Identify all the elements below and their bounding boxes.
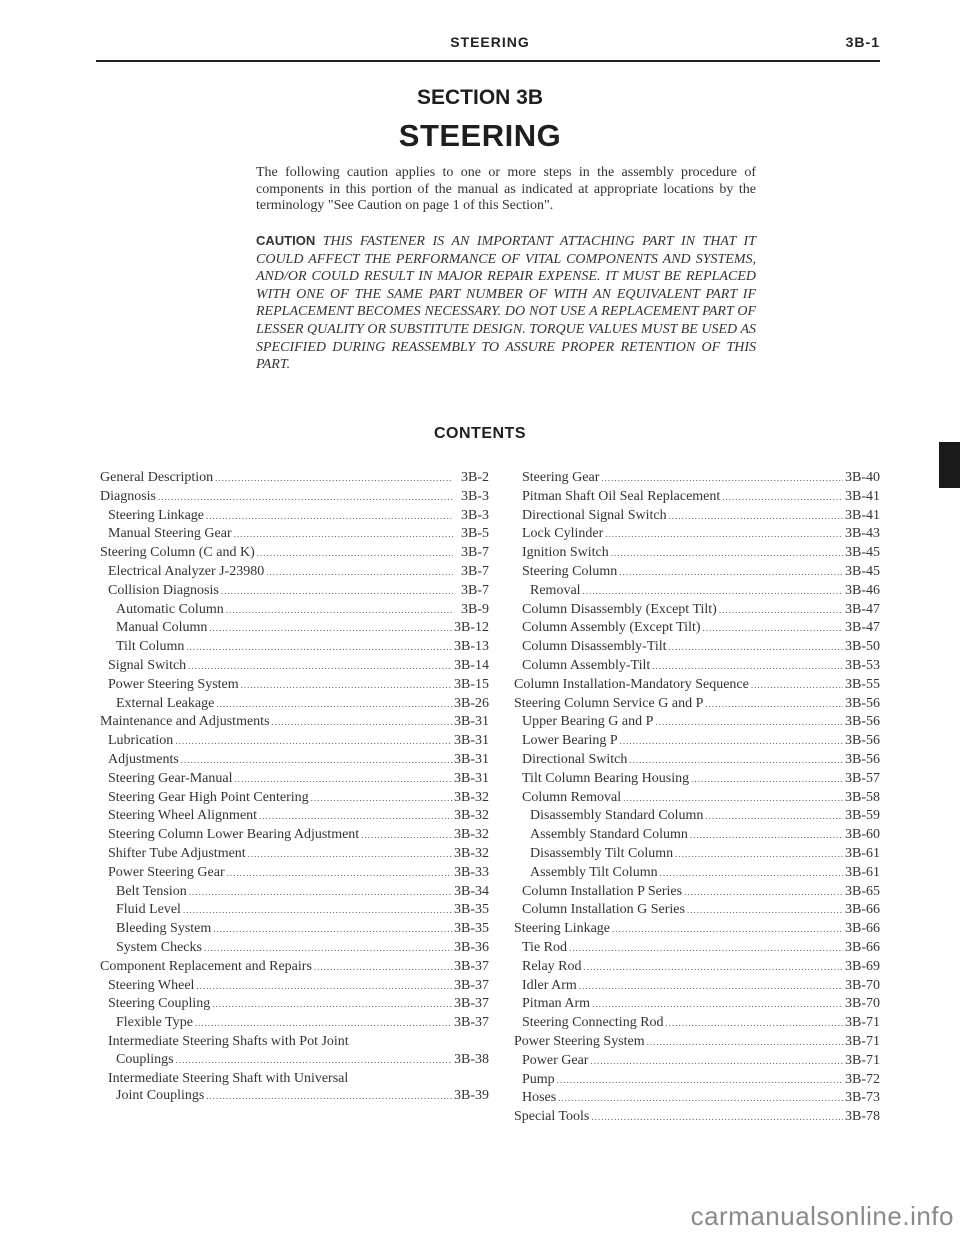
toc-entry-page: 3B-7 — [461, 582, 489, 598]
toc-entry-label: Power Steering Gear — [108, 864, 225, 880]
toc-leader-dots — [751, 677, 843, 695]
toc-entry — [100, 582, 489, 601]
toc-entry-label: External Leakage — [116, 695, 215, 711]
toc-entry — [514, 601, 880, 620]
toc-entry — [514, 864, 880, 883]
toc-entry-page: 3B-40 — [845, 470, 880, 485]
toc-leader-dots — [195, 1015, 452, 1033]
toc-entry — [100, 713, 489, 732]
toc-entry-page: 3B-7 — [461, 563, 489, 579]
toc-entry — [100, 488, 489, 507]
toc-entry-label: Steering Coupling — [108, 996, 211, 1012]
toc-entry-page: 3B-32 — [454, 827, 489, 843]
toc-entry — [100, 563, 489, 582]
toc-entry-label: Collision Diagnosis — [108, 582, 219, 598]
toc-entry — [514, 563, 880, 582]
toc-entry-label: Lock Cylinder — [522, 526, 604, 542]
toc-entry-page: 3B-12 — [454, 620, 489, 636]
toc-entry-page: 3B-37 — [454, 1015, 489, 1031]
contents-heading: CONTENTS — [434, 425, 526, 442]
watermark-url: carmanualsonline.info — [690, 1201, 954, 1231]
toc-leader-dots — [176, 1052, 452, 1070]
intro-paragraph: The following caution applies to one or more steps in the assembly procedure of components in this portion of the manual as indicated at appropriate locations by the terminology "See Caution on page 1 of this Section". — [256, 165, 756, 213]
toc-leader-dots — [705, 808, 843, 826]
toc-leader-dots — [257, 545, 453, 563]
toc-entry-label-line: Intermediate Steering Shafts with Pot Joint — [108, 1033, 349, 1049]
toc-entry-page: 3B-56 — [845, 695, 880, 711]
toc-entry — [514, 507, 880, 526]
toc-leader-dots — [647, 1034, 843, 1052]
toc-leader-dots — [629, 752, 843, 770]
toc-entry-label: Shifter Tube Adjustment — [108, 845, 246, 861]
toc-entry-label: Assembly Tilt Column — [530, 864, 658, 880]
toc-leader-dots — [592, 996, 843, 1014]
toc-leader-dots — [186, 639, 452, 657]
toc-entry-page: 3B-3 — [461, 507, 489, 523]
toc-entry-page: 3B-46 — [845, 582, 880, 598]
toc-entry-page: 3B-33 — [454, 864, 489, 880]
toc-entry — [514, 695, 880, 714]
toc-entry-page: 3B-56 — [845, 714, 880, 730]
toc-entry-page: 3B-78 — [845, 1109, 880, 1125]
toc-leader-dots — [204, 940, 452, 958]
toc-entry-label: Idler Arm — [522, 977, 577, 993]
toc-entry-label: Joint Couplings — [116, 1088, 205, 1104]
toc-entry-page: 3B-53 — [845, 657, 880, 673]
toc-entry — [514, 958, 880, 977]
toc-leader-dots — [216, 696, 452, 714]
toc-leader-dots — [557, 1072, 843, 1090]
toc-leader-dots — [183, 902, 452, 920]
toc-entry-page: 3B-5 — [461, 526, 489, 542]
toc-leader-dots — [655, 714, 843, 732]
toc-entry-label: Power Steering System — [514, 1033, 645, 1049]
toc-entry — [100, 826, 489, 845]
toc-entry-label: Power Gear — [522, 1052, 589, 1068]
caution-text: THIS FASTENER IS AN IMPORTANT ATTACHING PART IN THAT IT COULD AFFECT THE PERFORMANCE OF VITAL COMPONENTS AND SYSTEMS, AND/OR COULD RESULT IN MAJOR REPAIR EXPENSE. IT MUST BE REPLACED WITH ONE OF THE SAME PART NUMBER OF WITH AN EQUIVALENT PART IF REPLACEMENT BECOMES NECESSARY. DO NOT USE A REPLACEMENT PART OF LESSER QUALITY OR SUBSTITUTE DESIGN. TORQUE VALUES MUST BE USED AS SPECIFIED DURING REASSEMBLY TO ASSURE PROPER RETENTION OF THIS PART. — [256, 234, 756, 373]
toc-entry-label: Steering Wheel — [108, 977, 195, 993]
toc-leader-dots — [209, 620, 452, 638]
toc-leader-dots — [652, 658, 843, 676]
toc-entry — [514, 826, 880, 845]
toc-leader-dots — [619, 564, 843, 582]
toc-leader-dots — [675, 846, 843, 864]
toc-entry-page: 3B-32 — [454, 845, 489, 861]
toc-leader-dots — [684, 884, 843, 902]
toc-leader-dots — [158, 489, 453, 507]
toc-leader-dots — [206, 508, 453, 526]
toc-entry — [100, 977, 489, 996]
toc-entry-label: Steering Linkage — [108, 507, 205, 523]
toc-entry — [100, 507, 489, 526]
toc-leader-dots — [213, 921, 452, 939]
toc-entry-label: Lubrication — [108, 733, 174, 749]
toc-entry-label: Tilt Column Bearing Housing — [522, 770, 690, 786]
toc-entry — [100, 732, 489, 751]
toc-entry-label: Column Disassembly-Tilt — [522, 639, 667, 655]
toc-entry-label: Lower Bearing P — [522, 733, 618, 749]
toc-entry-page: 3B-57 — [845, 770, 880, 786]
toc-leader-dots — [175, 733, 452, 751]
toc-entry-page: 3B-70 — [845, 977, 880, 993]
toc-leader-dots — [579, 978, 843, 996]
toc-entry-label: Electrical Analyzer J-23980 — [108, 563, 265, 579]
header-rule — [96, 60, 880, 62]
toc-leader-dots — [705, 696, 843, 714]
toc-entry — [100, 638, 489, 657]
toc-entry — [100, 469, 489, 488]
toc-entry — [100, 995, 489, 1014]
toc-leader-dots — [248, 846, 452, 864]
toc-entry-label: Steering Column — [522, 563, 618, 579]
toc-leader-dots — [687, 902, 843, 920]
toc-entry-page: 3B-35 — [454, 902, 489, 918]
toc-entry-label-line: Intermediate Steering Shaft with Universal — [108, 1070, 349, 1086]
toc-entry-page: 3B-69 — [845, 958, 880, 974]
toc-entry-page: 3B-26 — [454, 695, 489, 711]
toc-entry — [100, 901, 489, 920]
toc-entry-label: Directional Signal Switch — [522, 507, 667, 523]
toc-entry — [100, 695, 489, 714]
toc-leader-dots — [703, 620, 843, 638]
toc-left-column — [100, 469, 489, 1106]
toc-entry-label: Column Installation P Series — [522, 883, 683, 899]
toc-entry — [514, 751, 880, 770]
toc-leader-dots — [266, 564, 453, 582]
toc-entry-label: Pitman Arm — [522, 996, 591, 1012]
toc-leader-dots — [196, 978, 452, 996]
toc-entry-page: 3B-60 — [845, 827, 880, 843]
toc-entry — [514, 488, 880, 507]
toc-entry — [100, 601, 489, 620]
toc-entry-page: 3B-14 — [454, 657, 489, 673]
toc-entry — [100, 864, 489, 883]
caution-paragraph — [256, 232, 756, 374]
toc-entry-label: Relay Rod — [522, 958, 582, 974]
toc-entry-page: 3B-66 — [845, 902, 880, 918]
toc-entry-page: 3B-13 — [454, 639, 489, 655]
toc-leader-dots — [569, 940, 843, 958]
toc-entry-page: 3B-73 — [845, 1090, 880, 1106]
toc-entry — [514, 713, 880, 732]
toc-entry — [100, 751, 489, 770]
toc-leader-dots — [311, 790, 452, 808]
toc-leader-dots — [590, 1053, 843, 1071]
toc-leader-dots — [259, 808, 452, 826]
toc-entry-label: Tie Rod — [522, 939, 568, 955]
toc-entry-page: 3B-7 — [461, 545, 489, 561]
toc-entry-label: Belt Tension — [116, 883, 187, 899]
toc-leader-dots — [215, 470, 453, 488]
toc-entry-page: 3B-9 — [461, 601, 489, 617]
toc-leader-dots — [206, 1088, 452, 1106]
toc-leader-dots — [212, 996, 452, 1014]
toc-entry — [100, 939, 489, 958]
toc-entry-page: 3B-35 — [454, 921, 489, 937]
toc-leader-dots — [361, 827, 452, 845]
toc-leader-dots — [227, 865, 452, 883]
toc-entry-page: 3B-71 — [845, 1015, 880, 1031]
toc-entry — [514, 770, 880, 789]
toc-entry-page: 3B-32 — [454, 808, 489, 824]
toc-entry — [514, 939, 880, 958]
toc-leader-dots — [241, 677, 452, 695]
toc-leader-dots — [583, 583, 843, 601]
toc-leader-dots — [722, 489, 843, 507]
toc-leader-dots — [612, 921, 843, 939]
toc-entry — [514, 883, 880, 902]
toc-entry-label: Tilt Column — [116, 639, 185, 655]
toc-entry — [514, 920, 880, 939]
toc-entry-label: Signal Switch — [108, 657, 187, 673]
toc-leader-dots — [558, 1090, 843, 1108]
toc-entry — [514, 1052, 880, 1071]
toc-entry-label: Column Disassembly (Except Tilt) — [522, 601, 717, 617]
toc-entry-page: 3B-41 — [845, 488, 880, 504]
toc-entry-label: Couplings — [116, 1051, 174, 1067]
toc-right-column — [514, 469, 880, 1127]
toc-entry — [514, 638, 880, 657]
toc-entry-label: Diagnosis — [100, 488, 156, 504]
toc-leader-dots — [719, 602, 843, 620]
toc-leader-dots — [226, 602, 453, 620]
toc-entry-page: 3B-31 — [454, 751, 489, 767]
toc-entry-page: 3B-3 — [461, 488, 489, 504]
toc-entry-page: 3B-45 — [845, 563, 880, 579]
toc-entry-label: Steering Column (C and K) — [100, 545, 255, 561]
toc-entry-page: 3B-34 — [454, 883, 489, 899]
page-header — [100, 30, 880, 60]
toc-entry — [100, 958, 489, 977]
section-title: STEERING — [398, 118, 562, 153]
toc-entry-page: 3B-39 — [454, 1088, 489, 1104]
toc-entry-page: 3B-66 — [845, 939, 880, 955]
toc-entry-label: Pump — [522, 1071, 555, 1087]
toc-entry-page: 3B-71 — [845, 1033, 880, 1049]
toc-entry — [514, 977, 880, 996]
section-label: SECTION 3B — [416, 86, 544, 109]
toc-entry — [100, 1051, 489, 1070]
toc-entry-page: 3B-47 — [845, 601, 880, 617]
toc-entry — [514, 1089, 880, 1108]
toc-entry — [100, 920, 489, 939]
toc-entry — [514, 544, 880, 563]
toc-leader-dots — [666, 1015, 843, 1033]
toc-entry — [514, 676, 880, 695]
toc-entry-page: 3B-45 — [845, 545, 880, 561]
toc-entry — [100, 1087, 489, 1106]
toc-entry — [514, 657, 880, 676]
toc-entry-label: Fluid Level — [116, 902, 181, 918]
toc-entry-page: 3B-66 — [845, 921, 880, 937]
toc-leader-dots — [272, 714, 452, 732]
toc-leader-dots — [669, 639, 843, 657]
toc-entry — [514, 789, 880, 808]
toc-entry-page: 3B-2 — [461, 470, 489, 485]
toc-leader-dots — [669, 508, 843, 526]
toc-entry-page: 3B-38 — [454, 1051, 489, 1067]
toc-entry-page: 3B-37 — [454, 996, 489, 1012]
toc-leader-dots — [691, 771, 843, 789]
toc-entry-label: Upper Bearing G and P — [522, 714, 654, 730]
toc-leader-dots — [235, 771, 452, 789]
toc-leader-dots — [690, 827, 843, 845]
toc-entry — [514, 525, 880, 544]
toc-entry-page: 3B-31 — [454, 714, 489, 730]
toc-entry-label: Manual Column — [116, 620, 208, 636]
toc-entry-page: 3B-15 — [454, 676, 489, 692]
toc-entry — [100, 845, 489, 864]
toc-leader-dots — [221, 583, 453, 601]
toc-entry — [100, 883, 489, 902]
toc-entry-label: Automatic Column — [116, 601, 224, 617]
toc-entry — [100, 619, 489, 638]
toc-entry-page: 3B-72 — [845, 1071, 880, 1087]
toc-leader-dots — [314, 959, 452, 977]
toc-entry-page: 3B-36 — [454, 939, 489, 955]
toc-entry — [100, 676, 489, 695]
toc-entry — [514, 995, 880, 1014]
toc-entry — [100, 657, 489, 676]
toc-entry-page: 3B-55 — [845, 676, 880, 692]
toc-entry-label: Manual Steering Gear — [108, 526, 232, 542]
toc-entry — [514, 1014, 880, 1033]
toc-entry-label: Power Steering System — [108, 676, 239, 692]
toc-leader-dots — [188, 658, 452, 676]
section-tab-marker — [939, 442, 960, 488]
toc-entry — [100, 544, 489, 563]
toc-entry-page: 3B-56 — [845, 733, 880, 749]
toc-entry-label: Hoses — [522, 1090, 557, 1106]
toc-entry-label: Column Installation G Series — [522, 902, 685, 918]
toc-leader-dots — [623, 790, 843, 808]
toc-leader-dots — [605, 526, 843, 544]
toc-entry — [514, 582, 880, 601]
toc-entry-label: Steering Wheel Alignment — [108, 808, 258, 824]
toc-entry-label: Steering Column Lower Bearing Adjustment — [108, 827, 360, 843]
toc-entry-page: 3B-71 — [845, 1052, 880, 1068]
toc-entry-page: 3B-61 — [845, 845, 880, 861]
toc-entry-page: 3B-31 — [454, 770, 489, 786]
toc-entry-label: Steering Connecting Rod — [522, 1015, 664, 1031]
toc-entry-page: 3B-65 — [845, 883, 880, 899]
toc-entry-page: 3B-70 — [845, 996, 880, 1012]
toc-entry-page: 3B-47 — [845, 620, 880, 636]
toc-entry-label: Removal — [530, 582, 581, 598]
toc-leader-dots — [181, 752, 452, 770]
toc-entry — [514, 1108, 880, 1127]
toc-entry-page: 3B-43 — [845, 526, 880, 542]
toc-entry-label: Ignition Switch — [522, 545, 609, 561]
running-title: STEERING — [450, 34, 530, 50]
toc-entry — [100, 1014, 489, 1033]
toc-entry-page: 3B-56 — [845, 751, 880, 767]
toc-entry-label: Component Replacement and Repairs — [100, 958, 312, 974]
toc-entry-label: Bleeding System — [116, 921, 212, 937]
toc-entry-label: Steering Column Service G and P — [514, 695, 704, 711]
toc-entry-page: 3B-61 — [845, 864, 880, 880]
toc-entry — [514, 1071, 880, 1090]
toc-leader-dots — [584, 959, 844, 977]
toc-entry — [100, 807, 489, 826]
toc-entry-page: 3B-59 — [845, 808, 880, 824]
toc-entry — [514, 619, 880, 638]
toc-entry-label: Adjustments — [108, 751, 179, 767]
toc-leader-dots — [601, 470, 843, 488]
toc-entry-label: Special Tools — [514, 1109, 590, 1125]
toc-entry-label: Flexible Type — [116, 1015, 193, 1031]
toc-entry-page: 3B-41 — [845, 507, 880, 523]
toc-entry-page: 3B-50 — [845, 639, 880, 655]
toc-entry — [514, 807, 880, 826]
toc-leader-dots — [591, 1109, 843, 1127]
toc-entry-label: Column Removal — [522, 789, 622, 805]
toc-entry-label: General Description — [100, 470, 214, 485]
toc-entry — [514, 469, 880, 488]
toc-entry-page: 3B-58 — [845, 789, 880, 805]
toc-leader-dots — [611, 545, 843, 563]
toc-entry — [514, 845, 880, 864]
toc-leader-dots — [620, 733, 843, 751]
toc-entry — [514, 732, 880, 751]
caution-label: CAUTION — [256, 233, 316, 248]
toc-leader-dots — [189, 884, 452, 902]
toc-entry-label: Steering Gear-Manual — [108, 770, 233, 786]
page-number: 3B-1 — [845, 34, 880, 50]
toc-entry — [514, 1033, 880, 1052]
toc-entry-page: 3B-37 — [454, 958, 489, 974]
toc-entry — [100, 525, 489, 544]
toc-leader-dots — [234, 526, 453, 544]
toc-entry-label: Maintenance and Adjustments — [100, 714, 270, 730]
toc-leader-dots — [660, 865, 843, 883]
toc-entry-label: Steering Gear High Point Centering — [108, 789, 309, 805]
toc-entry-label: Column Assembly-Tilt — [522, 657, 651, 673]
toc-entry-label: Pitman Shaft Oil Seal Replacement — [522, 488, 721, 504]
toc-entry-label: Column Installation-Mandatory Sequence — [514, 676, 749, 692]
toc-entry-label: Assembly Standard Column — [530, 827, 688, 843]
toc-entry-label: Steering Linkage — [514, 921, 611, 937]
toc-entry-label: Disassembly Standard Column — [530, 808, 704, 824]
toc-entry-label: Disassembly Tilt Column — [530, 845, 674, 861]
toc-entry-page: 3B-32 — [454, 789, 489, 805]
toc-entry — [100, 789, 489, 808]
toc-entry — [514, 901, 880, 920]
toc-entry-page: 3B-31 — [454, 733, 489, 749]
toc-entry-label: Steering Gear — [522, 470, 600, 485]
toc-entry-label: System Checks — [116, 939, 202, 955]
toc-entry-label: Column Assembly (Except Tilt) — [522, 620, 701, 636]
toc-entry — [100, 770, 489, 789]
toc-entry-label: Directional Switch — [522, 751, 628, 767]
toc-entry-page: 3B-37 — [454, 977, 489, 993]
